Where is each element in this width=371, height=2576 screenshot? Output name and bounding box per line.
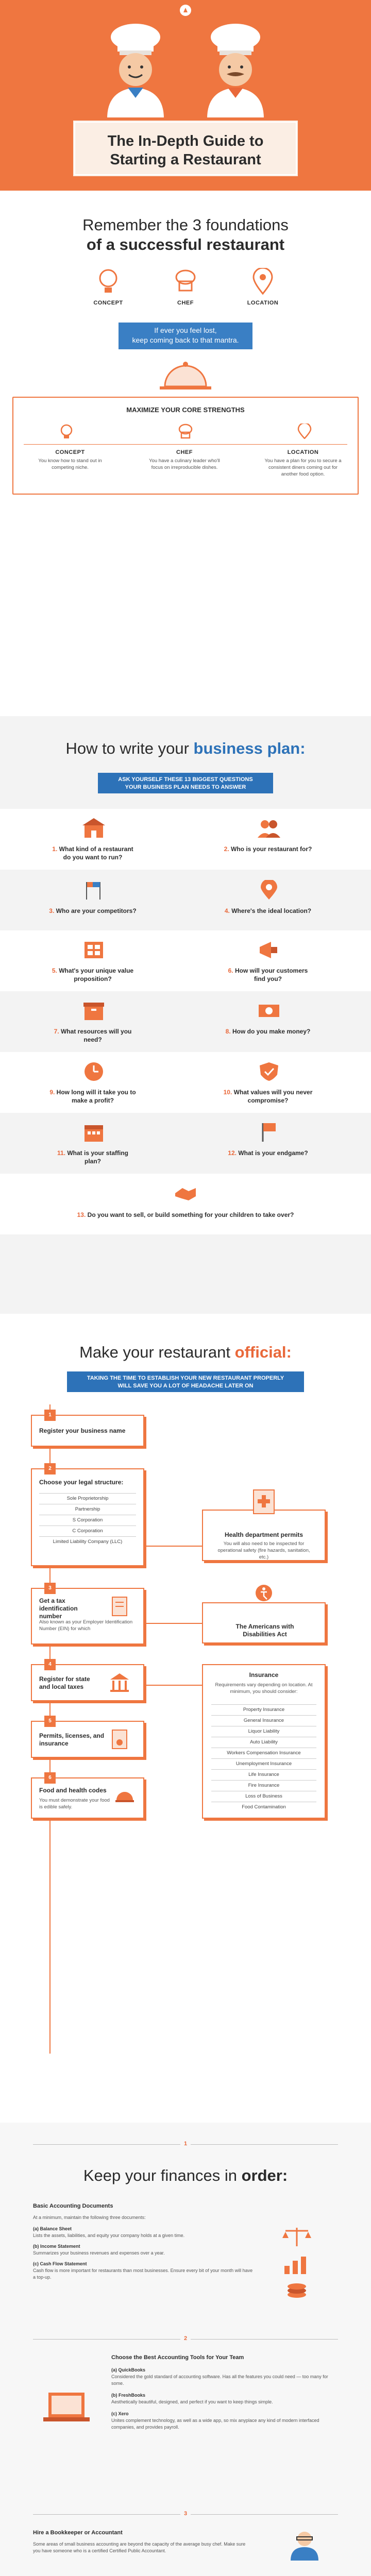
- q1-number: 1.: [52, 845, 58, 853]
- finance-1-intro: At a minimum, maintain the following three documents:: [33, 2215, 146, 2220]
- strength-concept-text: You know how to stand out in competing niche.: [38, 458, 102, 470]
- step-tax-id: [31, 1588, 144, 1645]
- q2-line-a: Who is your restaurant for?: [231, 845, 312, 853]
- step-4-badge: 4: [44, 1659, 56, 1670]
- q6-number: 6.: [228, 967, 233, 974]
- clock-icon: [82, 1061, 105, 1082]
- hero-section: [0, 0, 371, 191]
- question-7: [41, 1027, 144, 1044]
- ada-card: [202, 1602, 326, 1643]
- step-2-badge: 2: [44, 1463, 56, 1475]
- chef-hat-icon: [174, 268, 197, 296]
- accessibility-icon: [255, 1584, 273, 1604]
- location-icon: [258, 880, 280, 901]
- q4-number: 4.: [224, 907, 230, 914]
- structure-s-corporation: S Corporation: [39, 1515, 136, 1526]
- official-section: [0, 1314, 371, 2123]
- q10-line-a: What values will you never: [233, 1089, 313, 1096]
- insurance-title: Insurance: [249, 1671, 279, 1679]
- plan-heading-b: business plan:: [193, 739, 306, 757]
- competitors-flags-icon: [82, 880, 105, 901]
- q4-line-a: Where's the ideal location?: [231, 907, 312, 914]
- q13-number: 13.: [77, 1211, 86, 1218]
- business-plan-section: [0, 716, 371, 1314]
- insurance-intro: Requirements vary depending on location. At minimum, you should consider:: [215, 1682, 313, 1694]
- q8-number: 8.: [225, 1028, 231, 1035]
- handshake-icon: [174, 1183, 197, 1204]
- doc-cash-flow: (c) Cash Flow Statement: [33, 2261, 87, 2266]
- finance-1-title: Basic Accounting Documents: [33, 2203, 113, 2209]
- strength-location-label: LOCATION: [287, 449, 319, 455]
- official-banner-2: WILL SAVE YOU A LOT OF HEADACHE LATER ON: [117, 1383, 254, 1389]
- step-3-title: Get a tax identification number: [39, 1597, 78, 1620]
- strength-chef-label: CHEF: [176, 449, 193, 455]
- resources-box-icon: [82, 1001, 105, 1021]
- doc-income-statement: (b) Income Statement: [33, 2244, 80, 2249]
- foundations-heading-2: of a successful restaurant: [86, 235, 285, 253]
- question-2: [216, 845, 319, 853]
- finances-heading-a: Keep your finances in: [83, 2166, 242, 2184]
- q7-line-b: need?: [83, 1036, 102, 1043]
- finance-2-title: Choose the Best Accounting Tools for Your Team: [111, 2354, 244, 2361]
- megaphone-icon: [258, 940, 280, 960]
- finances-heading-b: order:: [241, 2166, 288, 2184]
- chef-small-icon: [178, 423, 193, 439]
- finances-section: [0, 2123, 371, 2576]
- food-dish-icon: [114, 1788, 135, 1808]
- structure-llc: Limited Liability Company (LLC): [39, 1536, 136, 1547]
- structure-sole-proprietorship: Sole Proprietorship: [39, 1493, 136, 1504]
- official-banner: [67, 1371, 304, 1392]
- location-pin-icon: [251, 268, 274, 296]
- cash-coins-icon: [281, 2279, 312, 2300]
- strengths-divider: [24, 444, 347, 445]
- state-building-icon: [109, 1672, 130, 1693]
- q12-number: 12.: [228, 1149, 237, 1157]
- step-3-text: Also known as your Employer Identification Number (EIN) for which: [39, 1619, 133, 1632]
- title-line-2: Starting a Restaurant: [110, 151, 261, 168]
- insurance-item: Loss of Business: [211, 1791, 316, 1802]
- foundation-concept: CONCEPT: [93, 300, 123, 306]
- health-permits-title: Health department permits: [224, 1531, 303, 1538]
- insurance-item: Auto Liability: [211, 1737, 316, 1748]
- mantra-banner: [119, 323, 252, 349]
- q13-line-a: Do you want to sell, or build something for your children to take over?: [87, 1211, 294, 1218]
- finance-step-2-number: 2: [180, 2335, 191, 2342]
- tool-xero: (c) Xero: [111, 2411, 129, 2416]
- finance-step-3-number: 3: [180, 2511, 191, 2517]
- hero-title-card: [70, 117, 301, 179]
- insurance-item: Workers Compensation Insurance: [211, 1748, 316, 1758]
- q3-number: 3.: [49, 907, 55, 914]
- q5-number: 5.: [52, 967, 57, 974]
- tool-freshbooks-desc: Aesthetically beautiful, designed, and perfect if you want to keep things simple.: [111, 2399, 273, 2404]
- finance-3-title: Hire a Bookkeeper or Accountant: [33, 2530, 123, 2536]
- tool-quickbooks-desc: Considered the gold standard of accounting software. Has all the features you could need — too many for some.: [111, 2374, 328, 2386]
- q9-number: 9.: [49, 1089, 55, 1096]
- title-line-1: The In-Depth Guide to: [107, 133, 264, 149]
- step-1-title: Register your business name: [39, 1427, 126, 1434]
- doc-income-statement-desc: Summarizes your business revenues and expenses over a year.: [33, 2250, 165, 2256]
- official-banner-1: TAKING THE TIME TO ESTABLISH YOUR NEW RESTAURANT PROPERLY: [87, 1375, 284, 1381]
- question-8: [216, 1027, 319, 1036]
- plan-banner-1: ASK YOURSELF THESE 13 BIGGEST QUESTIONS: [118, 776, 253, 783]
- q1-line-a: What kind of a restaurant: [59, 845, 133, 853]
- values-shield-icon: [258, 1061, 280, 1082]
- q7-line-a: What resources will you: [60, 1028, 132, 1035]
- value-proposition-icon: [82, 940, 105, 960]
- money-icon: [258, 1001, 280, 1021]
- health-permits-card: [202, 1510, 326, 1561]
- official-heading: [0, 1343, 371, 1362]
- plan-heading: [0, 739, 371, 758]
- step-3-badge: 3: [44, 1583, 56, 1594]
- question-11: [41, 1149, 144, 1165]
- q5-line-b: proposition?: [74, 975, 112, 982]
- step-6-badge: 6: [44, 1772, 56, 1784]
- mantra-line-2: keep coming back to that mantra.: [132, 336, 239, 344]
- health-cross-icon: [252, 1489, 275, 1515]
- structure-c-corporation: C Corporation: [39, 1526, 136, 1536]
- step-2-title: Choose your legal structure:: [39, 1479, 124, 1486]
- q10-number: 10.: [223, 1089, 232, 1096]
- q6-line-b: find you?: [254, 975, 282, 982]
- question-3: [41, 907, 144, 915]
- step-5-badge: 5: [44, 1716, 56, 1727]
- location-small-icon: [297, 423, 312, 439]
- chef-illustration-left: [97, 21, 174, 118]
- page-title: [73, 132, 298, 169]
- permit-document-icon: [109, 1729, 130, 1750]
- insurance-item: Fire Insurance: [211, 1780, 316, 1791]
- q12-line-a: What is your endgame?: [238, 1149, 308, 1157]
- staffing-calendar-icon: [82, 1122, 105, 1143]
- structure-partnership: Partnership: [39, 1504, 136, 1515]
- step-6-text: You must demonstrate your food is edible safely.: [39, 1798, 110, 1810]
- insurance-item: Unemployment Insurance: [211, 1758, 316, 1769]
- q11-line-a: What is your staffing: [67, 1149, 129, 1157]
- question-6: [216, 967, 319, 983]
- insurance-item: General Insurance: [211, 1715, 316, 1726]
- foundations-heading-1: Remember the 3 foundations: [82, 216, 289, 234]
- q6-line-a: How will your customers: [234, 967, 308, 974]
- income-chart-icon: [281, 2255, 312, 2275]
- question-10: [216, 1088, 319, 1105]
- question-4: [216, 907, 319, 915]
- plan-heading-a: How to write your: [65, 739, 194, 757]
- restaurant-icon: [82, 818, 105, 839]
- step-4-title: Register for state and local taxes: [39, 1675, 90, 1690]
- step-6-title: Food and health codes: [39, 1787, 107, 1794]
- q1-line-b: do you want to run?: [63, 854, 123, 861]
- lightbulb-icon: [97, 268, 120, 296]
- tool-xero-desc: Unites complement technology, as well as a wide app, so mix anyplace any kind of modern interfaced companies, and provides payroll.: [111, 2418, 319, 2430]
- serving-cloche-icon: [155, 358, 216, 394]
- balance-scale-icon: [281, 2226, 312, 2248]
- strength-concept-label: CONCEPT: [55, 449, 85, 455]
- insurance-item: Liquor Liability: [211, 1726, 316, 1737]
- mantra-line-1: If ever you feel lost,: [154, 326, 217, 334]
- step-legal-structure: [31, 1468, 144, 1566]
- ada-title: The Americans with Disabilities Act: [235, 1623, 294, 1638]
- q2-number: 2.: [224, 845, 229, 853]
- tool-quickbooks: (a) QuickBooks: [111, 2367, 146, 2372]
- laptop-icon: [43, 2391, 90, 2427]
- accountant-icon: [286, 2530, 323, 2561]
- foundation-chef: CHEF: [177, 300, 194, 306]
- q11-line-b: plan?: [85, 1158, 101, 1165]
- insurance-card: [202, 1664, 326, 1819]
- strengths-title: MAXIMIZE YOUR CORE STRENGTHS: [126, 406, 245, 414]
- q3-line-a: Who are your competitors?: [56, 907, 137, 914]
- q8-line-a: How do you make money?: [232, 1028, 311, 1035]
- question-1: [41, 845, 144, 861]
- q10-line-b: compromise?: [247, 1097, 289, 1104]
- question-13: [31, 1211, 340, 1219]
- customers-icon: [258, 818, 280, 839]
- insurance-item: Food Contamination: [211, 1802, 316, 1812]
- insurance-item: Life Insurance: [211, 1769, 316, 1780]
- q9-line-b: make a profit?: [71, 1097, 114, 1104]
- q7-number: 7.: [54, 1028, 59, 1035]
- foundations-section: [0, 191, 371, 397]
- logo-icon: [179, 4, 192, 16]
- q9-line-a: How long will it take you to: [56, 1089, 136, 1096]
- finances-heading: [0, 2166, 371, 2185]
- concept-small-icon: [59, 423, 74, 439]
- step-5-title: Permits, licenses, and insurance: [39, 1732, 105, 1747]
- official-heading-a: Make your restaurant: [79, 1343, 235, 1361]
- official-heading-b: official:: [234, 1343, 292, 1361]
- plan-banner-2: YOUR BUSINESS PLAN NEEDS TO ANSWER: [125, 784, 246, 790]
- question-12: [216, 1149, 319, 1157]
- strength-chef-text: You have a culinary leader who'll focus on irreproducible dishes.: [149, 458, 220, 470]
- step-1-badge: 1: [44, 1410, 56, 1421]
- question-5: [41, 967, 144, 983]
- chef-illustration-right: [197, 21, 274, 118]
- q11-number: 11.: [57, 1149, 65, 1157]
- q5-line-a: What's your unique value: [59, 967, 134, 974]
- strength-location-text: You have a plan for you to secure a consistent diners coming out for another food option.: [264, 458, 342, 477]
- plan-banner: [98, 773, 273, 793]
- doc-balance-sheet-desc: Lists the assets, liabilities, and equity your company holds at a given time.: [33, 2233, 185, 2238]
- finance-3-text: Some areas of small business accounting are beyond the capacity of the average busy chef. Make sure you have someone who is a certified Certified Public Accountant.: [33, 2541, 246, 2553]
- strengths-card: [12, 397, 359, 495]
- tool-freshbooks: (b) FreshBooks: [111, 2393, 146, 2398]
- doc-balance-sheet: (a) Balance Sheet: [33, 2226, 72, 2231]
- finance-step-1-number: 1: [180, 2141, 191, 2147]
- doc-cash-flow-desc: Cash flow is more important for restaurants than most businesses. Ensure every bit of your month will have a top-up.: [33, 2268, 253, 2280]
- question-9: [41, 1088, 144, 1105]
- insurance-item: Property Insurance: [211, 1704, 316, 1715]
- endgame-flag-icon: [258, 1122, 280, 1143]
- tax-form-icon: [109, 1596, 130, 1617]
- foundation-location: LOCATION: [247, 300, 279, 306]
- health-permits-text: You will also need to be inspected for operational safety (fire hazards, sanitation, etc.): [217, 1541, 310, 1560]
- step-food-codes: [31, 1777, 144, 1819]
